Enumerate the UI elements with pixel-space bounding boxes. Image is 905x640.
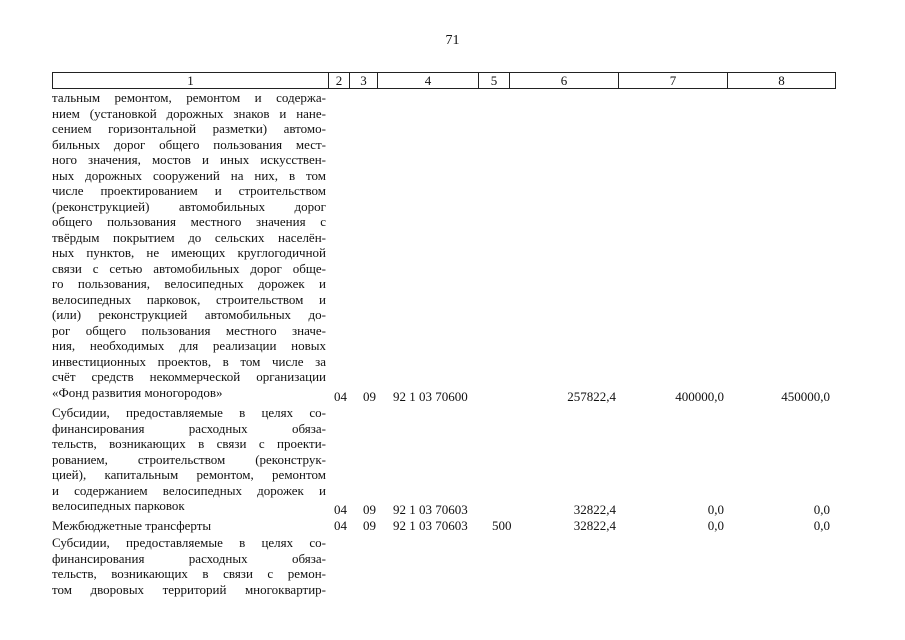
desc-line: ных дорожных сооружений на них, в том: [52, 167, 326, 183]
desc-line: рог общего пользования местного значе-: [52, 322, 326, 338]
desc-line: Межбюджетные трансферты: [52, 518, 212, 533]
row-2-c7: 0,0: [707, 502, 724, 517]
desc-line: Субсидии, предоставляемые в целях со-: [52, 405, 326, 420]
desc-line: твёрдым покрытием до сельских населён-: [52, 229, 326, 245]
row-1-c8: 450000,0: [781, 389, 830, 404]
desc-line: общего пользования местного значения с: [52, 214, 326, 229]
row-1-description: [52, 90, 326, 400]
desc-line: ного значения, мостов и иных искусствен-: [52, 152, 326, 167]
desc-line: (или) реконструкцией автомобильных до-: [52, 307, 326, 322]
page-number: 71: [445, 33, 460, 48]
row-2-c2: 04: [334, 502, 347, 517]
column-header-1: 1: [53, 73, 329, 89]
desc-line: велосипедных парковок: [52, 498, 185, 513]
row-2-c8: 0,0: [813, 502, 830, 517]
row-3-description: [52, 518, 326, 534]
desc-line: ных пунктов, не имеющих круглогодичной: [52, 245, 326, 260]
row-3-c3: 09: [363, 518, 376, 533]
column-header-row: [52, 72, 836, 89]
row-3-c5: 500: [492, 518, 512, 533]
desc-line: связи с сетью автомобильных дорог обще-: [52, 260, 326, 276]
row-1-c2: 04: [334, 389, 347, 404]
desc-line: и содержанием велосипедных дорожек и: [52, 482, 326, 498]
desc-line: нием (установкой дорожных знаков и нане-: [52, 105, 326, 121]
row-3-c2: 04: [334, 518, 347, 533]
desc-line: цией), капитальным ремонтом, ремонтом: [52, 467, 326, 482]
desc-line: числе проектированием и строительством: [52, 183, 326, 198]
column-header-6: 6: [510, 73, 619, 89]
row-4-description: [52, 535, 326, 597]
row-3-c7: 0,0: [707, 518, 724, 533]
desc-line: бильных дорог общего пользования мест-: [52, 136, 326, 152]
row-2-description: [52, 405, 326, 514]
column-header-5: 5: [479, 73, 510, 89]
column-header-7: 7: [619, 73, 728, 89]
desc-line: (реконструкцией) автомобильных дорог: [52, 198, 326, 214]
desc-line: ния, необходимых для реализации новых: [52, 338, 326, 353]
desc-line: финансирования расходных обяза-: [52, 550, 326, 566]
desc-line: велосипедных парковок, строительством и: [52, 291, 326, 307]
desc-line: инвестиционных проектов, в том числе за: [52, 353, 326, 369]
row-3-c4: 92 1 03 70603: [393, 518, 468, 533]
row-1-c4: 92 1 03 70600: [393, 389, 468, 404]
desc-line: тальным ремонтом, ремонтом и содержа-: [52, 90, 326, 105]
row-2-c4: 92 1 03 70603: [393, 502, 468, 517]
row-3-c8: 0,0: [813, 518, 830, 533]
desc-line: го пользования, велосипедных дорожек и: [52, 276, 326, 291]
row-1-c7: 400000,0: [675, 389, 724, 404]
desc-line: сением горизонтальной разметки) автомо-: [52, 121, 326, 136]
column-header-4: 4: [378, 73, 479, 89]
desc-line: финансирования расходных обяза-: [52, 420, 326, 436]
desc-line: «Фонд развития моногородов»: [52, 384, 223, 400]
desc-line: Субсидии, предоставляемые в целях со-: [52, 535, 326, 550]
desc-line: рованием, строительством (реконструк-: [52, 451, 326, 467]
row-1-c6: 257822,4: [567, 389, 616, 404]
row-2-c6: 32822,4: [573, 502, 616, 517]
desc-line: тельств, возникающих в связи с ремон-: [52, 566, 326, 581]
row-1-c3: 09: [363, 389, 376, 404]
column-header-2: 2: [329, 73, 350, 89]
row-3-c6: 32822,4: [573, 518, 616, 533]
column-header-3: 3: [350, 73, 378, 89]
row-2-c3: 09: [363, 502, 376, 517]
column-header-8: 8: [728, 73, 836, 89]
desc-line: тельств, возникающих в связи с проекти-: [52, 436, 326, 451]
desc-line: счёт средств некоммерческой организации: [52, 369, 326, 384]
desc-line: том дворовых территорий многоквартир-: [52, 581, 326, 597]
